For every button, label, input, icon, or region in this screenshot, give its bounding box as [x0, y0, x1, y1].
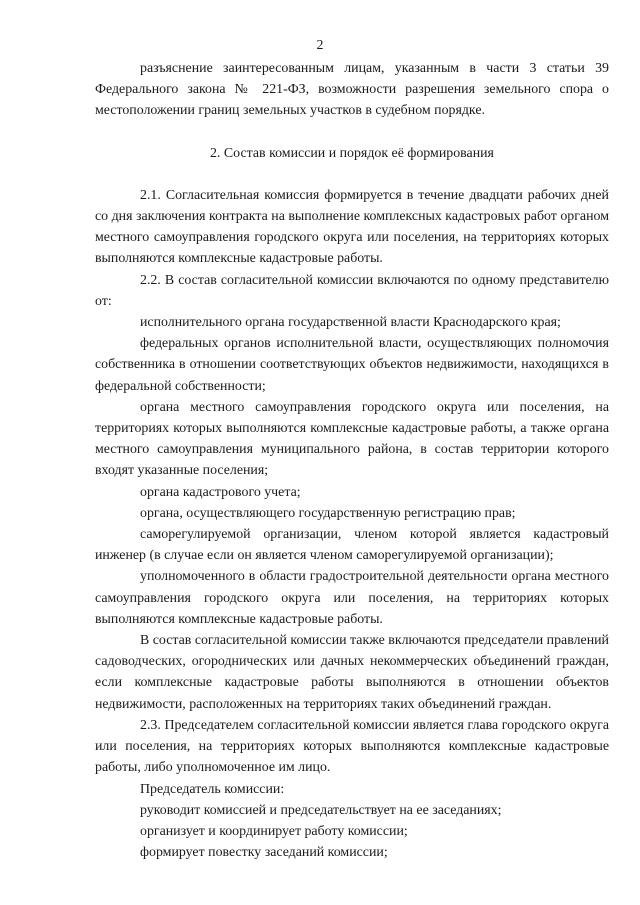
intro-paragraph: разъяснение заинтересованным лицам, указанным в части 3 статьи 39 Федерального закона № 221-ФЗ, возможности разрешения земельного спора о местоположении границ земельных участков в судебном порядке. — [95, 61, 609, 119]
chairman-duty-organizes: организует и координирует работу комиссии; — [140, 823, 408, 839]
chairman-duty-leads: руководит комиссией и председательствует на ее заседаниях; — [140, 802, 502, 818]
section-heading: 2. Состав комиссии и порядок её формирования — [210, 145, 494, 161]
chairman-heading: Председатель комиссии: — [140, 781, 285, 797]
list-item-registration-body: органа, осуществляющего государственную регистрацию прав; — [140, 505, 516, 521]
document-body — [95, 58, 609, 863]
list-item-local-government: органа местного самоуправления городского округа или поселения, на территориях которых выполняются комплексные кадастровые работы, а также органа местного самоуправления муниципального района, в состав территории которого входят указанные поселения; — [95, 399, 609, 479]
list-item-urban-planning-body: уполномоченного в области градостроительной деятельности органа местного самоуправления городского округа или поселения, на территориях которых выполняются комплексные кадастровые работы. — [95, 569, 609, 627]
paragraph-2-3: 2.3. Председателем согласительной комиссии является глава городского округа или поселения, на территориях которых выполняются комплексные кадастровые работы, либо уполномоченное им лицо. — [95, 717, 609, 776]
list-item-cadastral-body: органа кадастрового учета; — [140, 484, 301, 500]
paragraph-2-1: 2.1. Согласительная комиссия формируется в течение двадцати рабочих дней со дня заключения контракта на выполнение комплексных кадастровых работ органом местного самоуправления городского округа или поселения, на территориях которых выполняются комплексные кадастровые работы. — [95, 187, 609, 267]
paragraph-2-2: 2.2. В состав согласительной комиссии включаются по одному представителю от: — [95, 272, 609, 309]
chairman-duty-agenda: формирует повестку заседаний комиссии; — [140, 845, 388, 861]
paragraph-additional-members: В состав согласительной комиссии также включаются председатели правлений садоводческих, огороднических или дачных некоммерческих объединений граждан, если комплексные кадастровые работы выполняются в отношении объектов недвижимости, расположенных на территориях таких объединений граждан. — [95, 633, 609, 712]
list-item-federal-authorities: федеральных органов исполнительной власти, осуществляющих полномочия собственника в отношении соответствующих объектов недвижимости, находящихся в федеральной собственности; — [95, 336, 609, 394]
list-item-self-regulatory-org: саморегулируемой организации, членом которой является кадастровый инженер (в случае если он является членом саморегулируемой организации); — [95, 527, 609, 564]
list-item-regional-authority: исполнительного органа государственной власти Краснодарского края; — [140, 315, 561, 331]
page-number: 2 — [316, 38, 324, 53]
